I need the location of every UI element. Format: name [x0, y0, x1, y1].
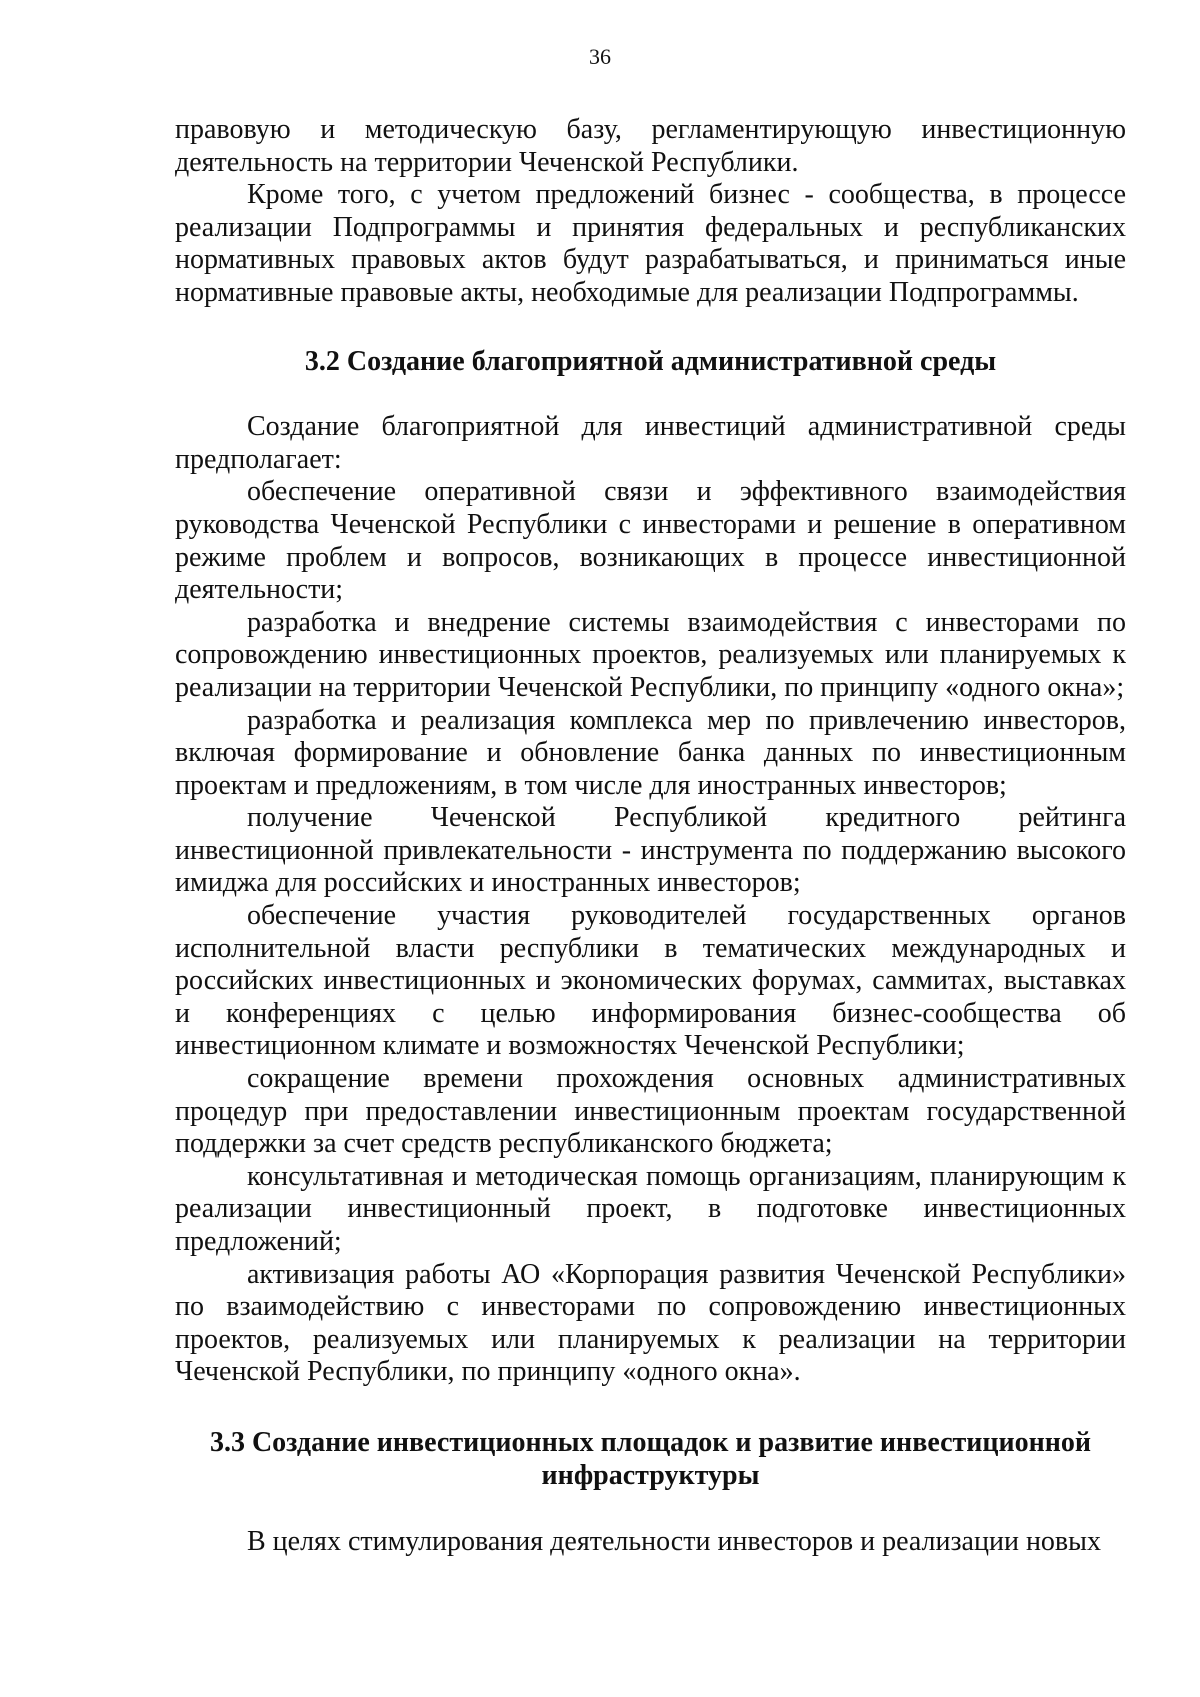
section-heading-3-3-line2: инфраструктуры: [541, 1459, 760, 1491]
list-item-one-window-system: разработка и внедрение системы взаимодействия с инвесторами по сопровождению инвестиционных проектов, реализуемых или планируемых к реализации на территории Чеченской Республики, по принципу «одного окна»;: [175, 606, 1126, 703]
section-3-3-body: [175, 1526, 1126, 1559]
list-item-forum-participation: обеспечение участия руководителей государственных органов исполнительной власти республики в тематических международных и российских инвестиционных и экономических форумах, саммитах, выставках и конференциях с целью информирования бизнес-сообщества об инвестиционном климате и возможностях Чеченской Республики;: [175, 900, 1126, 1062]
list-item-procedure-reduction: сокращение времени прохождения основных административных процедур при предоставлении инвестиционным проектам государственной поддержки за счет средств республиканского бюджета;: [175, 1063, 1126, 1160]
section-3-2-body: [175, 411, 1126, 1389]
section-heading-3-3: [175, 1427, 1126, 1492]
paragraph-normative-acts: Кроме того, с учетом предложений бизнес - сообщества, в процессе реализации Подпрограммы и принятия федеральных и республиканских нормативных правовых актов будут разрабатываться, и приниматься иные нормативные правовые акты, необходимые для реализации Подпрограммы.: [175, 179, 1126, 308]
list-item-investor-attraction: разработка и реализация комплекса мер по привлечению инвесторов, включая формирование и обновление банка данных по инвестиционным проектам и предложениям, в том числе для иностранных инвесторов;: [175, 704, 1126, 801]
list-item-operational-link: обеспечение оперативной связи и эффективного взаимодействия руководства Чеченской Республики с инвесторами и решение в оперативном режиме проблем и вопросов, возникающих в процессе инвестиционной деятельности;: [175, 476, 1126, 606]
list-item-credit-rating: получение Чеченской Республикой кредитного рейтинга инвестиционной привлекательности - инструмента по поддержанию высокого имиджа для российских и иностранных инвесторов;: [175, 802, 1126, 899]
section-heading-3-2: 3.2 Создание благоприятной административной среды: [304, 345, 997, 377]
page-body: [175, 114, 1126, 1559]
list-item-corporation-activation: активизация работы АО «Корпорация развития Чеченской Республики» по взаимодействию с инвесторами по сопровождению инвестиционных проектов, реализуемых или планируемых к реализации на территории Чеченской Республики, по принципу «одного окна».: [175, 1258, 1126, 1388]
paragraph-continuation: правовую и методическую базу, регламентирующую инвестиционную деятельность на территории Чеченской Республики.: [175, 114, 1126, 178]
page-number: 36: [589, 44, 611, 69]
section-heading-3-3-line1: 3.3 Создание инвестиционных площадок и развитие инвестиционной: [209, 1426, 1092, 1458]
paragraph-intro: Создание благоприятной для инвестиций административной среды предполагает:: [175, 411, 1126, 475]
list-item-consulting-help: консультативная и методическая помощь организациям, планирующим к реализации инвестиционный проект, в подготовке инвестиционных предложений;: [175, 1160, 1126, 1257]
paragraph-investor-stimulation: В целях стимулирования деятельности инвесторов и реализации новых: [247, 1526, 1101, 1558]
